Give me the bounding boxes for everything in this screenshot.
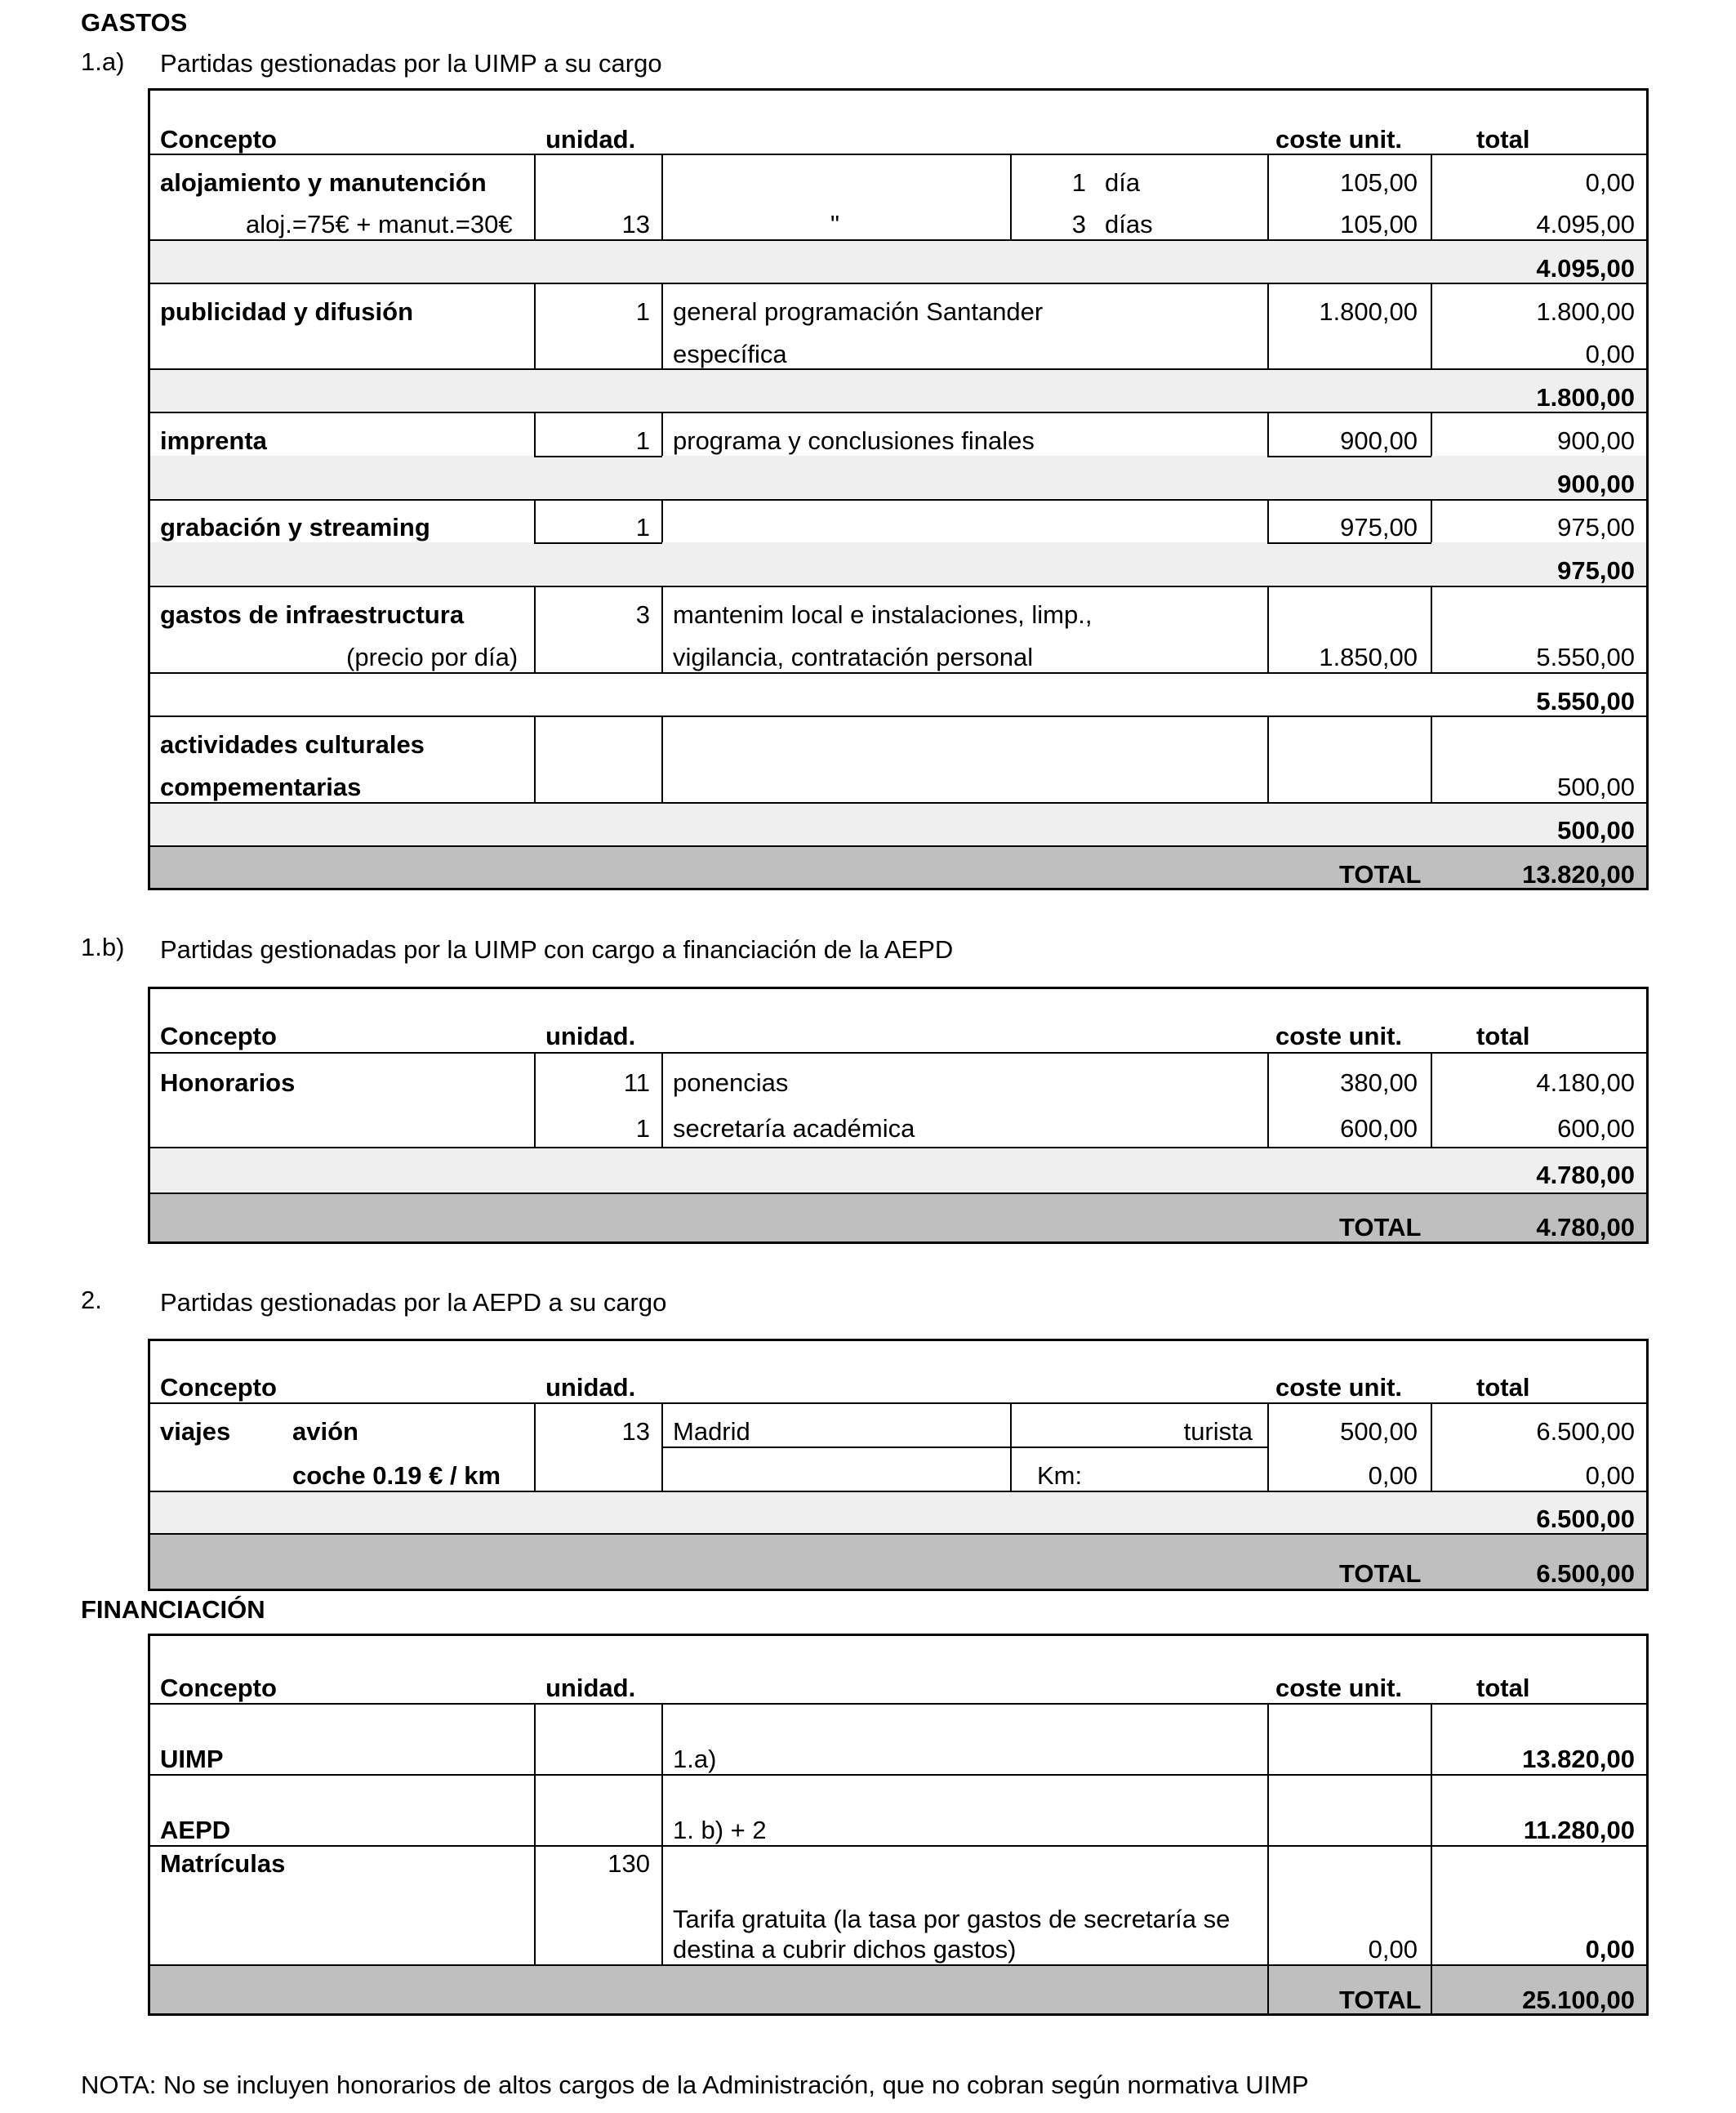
cost-imprenta: 900,00 — [1340, 426, 1418, 455]
total-matriculas: 0,00 — [1585, 1935, 1635, 1964]
desc-matriculas-2: destina a cubrir dichos gastos) — [673, 1935, 1017, 1964]
section-1b-number: 1.b) — [81, 933, 125, 961]
table-1a-frame — [148, 88, 1649, 890]
desc-ponencias: ponencias — [673, 1068, 789, 1097]
concept-infraestructura: gastos de infraestructura — [160, 600, 465, 629]
concept-honorarios: Honorarios — [160, 1068, 296, 1097]
concept-alojamiento-detail: aloj.=75€ + manut.=30€ — [246, 210, 513, 238]
units-ponencias: 11 — [623, 1068, 650, 1097]
qty-dias: 3 — [1071, 210, 1086, 238]
section-2-title: Partidas gestionadas por la AEPD a su cargo — [160, 1288, 667, 1317]
cost-dia: 105,00 — [1340, 168, 1418, 197]
header-total: total — [1476, 1674, 1530, 1702]
desc-imprenta: programa y conclusiones finales — [673, 426, 1035, 455]
ref-uimp: 1.a) — [673, 1745, 717, 1773]
header-unidad: unidad. — [545, 1022, 636, 1050]
cost-coche: 0,00 — [1368, 1461, 1418, 1490]
desc-infraestructura-1: mantenim local e instalaciones, limp., — [673, 600, 1093, 629]
header-coste: coste unit. — [1275, 1022, 1403, 1050]
total-financiacion: 25.100,00 — [1522, 1986, 1635, 2014]
units-avion: 13 — [621, 1417, 650, 1446]
total-actividades: 500,00 — [1557, 773, 1635, 801]
ditto-mark: " — [830, 210, 840, 238]
total-aepd: 11.280,00 — [1523, 1816, 1635, 1844]
concept-grabacion: grabación y streaming — [160, 513, 430, 542]
cost-secretaria: 600,00 — [1340, 1114, 1418, 1143]
desc-publicidad-general: general programación Santander — [673, 297, 1044, 326]
subtotal-imprenta: 900,00 — [1557, 470, 1635, 498]
header-coste: coste unit. — [1275, 1674, 1403, 1702]
ref-aepd: 1. b) + 2 — [673, 1816, 767, 1844]
subtotal-viajes: 6.500,00 — [1536, 1505, 1635, 1533]
cost-ponencias: 380,00 — [1340, 1068, 1418, 1097]
section-2-number: 2. — [81, 1286, 102, 1314]
concept-infraestructura-detail: (precio por día) — [346, 643, 519, 671]
unit-dias: días — [1105, 210, 1153, 238]
total-coche: 0,00 — [1585, 1461, 1635, 1490]
desc-matriculas-1: Tarifa gratuita (la tasa por gastos de secretaría se — [673, 1905, 1231, 1933]
subtotal-actividades: 500,00 — [1557, 816, 1635, 845]
concept-uimp: UIMP — [160, 1745, 224, 1773]
section-1a-number: 1.a) — [81, 47, 125, 76]
header-total: total — [1476, 1373, 1530, 1402]
concept-alojamiento: alojamiento y manutención — [160, 168, 487, 197]
concept-viajes: viajes — [160, 1417, 231, 1446]
total-secretaria: 600,00 — [1557, 1114, 1635, 1143]
total-1a: 13.820,00 — [1522, 860, 1635, 889]
total-imprenta: 900,00 — [1557, 426, 1635, 455]
cost-dias: 105,00 — [1340, 210, 1418, 238]
concept-imprenta: imprenta — [160, 426, 267, 455]
total-1b: 4.780,00 — [1536, 1213, 1635, 1241]
total-label-1b: TOTAL — [1339, 1213, 1422, 1241]
subtotal-grabacion: 975,00 — [1557, 556, 1635, 585]
header-unidad: unidad. — [545, 1373, 636, 1402]
total-avion: 6.500,00 — [1536, 1417, 1635, 1446]
units-matriculas: 130 — [608, 1849, 650, 1878]
total-label-2: TOTAL — [1339, 1559, 1422, 1588]
cost-matriculas: 0,00 — [1368, 1935, 1418, 1964]
subtotal-alojamiento: 4.095,00 — [1536, 254, 1635, 283]
concept-actividades-2: compementarias — [160, 773, 362, 801]
concept-publicidad: publicidad y difusión — [160, 297, 413, 326]
subtotal-publicidad: 1.800,00 — [1536, 383, 1635, 412]
units-infraestructura: 3 — [635, 600, 650, 629]
header-coste: coste unit. — [1275, 1373, 1403, 1402]
concept-aepd: AEPD — [160, 1816, 231, 1844]
total-label-financiacion: TOTAL — [1339, 1986, 1422, 2014]
desc-publicidad-especifica: específica — [673, 340, 787, 368]
concept-avion: avión — [292, 1417, 358, 1446]
gastos-title: GASTOS — [81, 8, 188, 37]
total-dias: 4.095,00 — [1536, 210, 1635, 238]
cost-publicidad: 1.800,00 — [1319, 297, 1418, 326]
header-concepto: Concepto — [160, 1022, 277, 1050]
dest-madrid: Madrid — [673, 1417, 750, 1446]
total-publicidad-especifica: 0,00 — [1585, 340, 1635, 368]
concept-matriculas: Matrículas — [160, 1849, 286, 1878]
units-imprenta: 1 — [635, 426, 650, 455]
header-unidad: unidad. — [545, 125, 636, 154]
units-publicidad: 1 — [635, 297, 650, 326]
class-turista: turista — [1183, 1417, 1253, 1446]
financiacion-title: FINANCIACIÓN — [81, 1595, 265, 1624]
nota: NOTA: No se incluyen honorarios de altos cargos de la Administración, que no cobran según normativa UIMP — [81, 2071, 1309, 2099]
section-1b-title: Partidas gestionadas por la UIMP con cargo a financiación de la AEPD — [160, 935, 954, 964]
header-total: total — [1476, 125, 1530, 154]
header-concepto: Concepto — [160, 1373, 277, 1402]
total-publicidad-general: 1.800,00 — [1536, 297, 1635, 326]
total-label-1a: TOTAL — [1339, 860, 1422, 889]
total-uimp: 13.820,00 — [1522, 1745, 1635, 1773]
subtotal-honorarios: 4.780,00 — [1536, 1161, 1635, 1189]
units-secretaria: 1 — [635, 1114, 650, 1143]
concept-actividades-1: actividades culturales — [160, 730, 425, 759]
units-grabacion: 1 — [635, 513, 650, 542]
km-label: Km: — [1037, 1461, 1083, 1490]
qty-dia: 1 — [1071, 168, 1086, 197]
desc-infraestructura-2: vigilancia, contratación personal — [673, 643, 1034, 671]
cost-grabacion: 975,00 — [1340, 513, 1418, 542]
total-ponencias: 4.180,00 — [1536, 1068, 1635, 1097]
section-1a-title: Partidas gestionadas por la UIMP a su cargo — [160, 49, 662, 78]
header-coste: coste unit. — [1275, 125, 1403, 154]
unit-dia: día — [1105, 168, 1141, 197]
subtotal-infraestructura: 5.550,00 — [1536, 687, 1635, 715]
cost-avion: 500,00 — [1340, 1417, 1418, 1446]
concept-coche: coche 0.19 € / km — [292, 1461, 501, 1490]
desc-secretaria: secretaría académica — [673, 1114, 915, 1143]
total-grabacion: 975,00 — [1557, 513, 1635, 542]
total-2: 6.500,00 — [1536, 1559, 1635, 1588]
total-dia: 0,00 — [1585, 168, 1635, 197]
total-infraestructura: 5.550,00 — [1536, 643, 1635, 671]
units-alojamiento: 13 — [621, 210, 650, 238]
header-concepto: Concepto — [160, 125, 277, 154]
header-concepto: Concepto — [160, 1674, 277, 1702]
header-total: total — [1476, 1022, 1530, 1050]
header-unidad: unidad. — [545, 1674, 636, 1702]
cost-infraestructura: 1.850,00 — [1319, 643, 1418, 671]
